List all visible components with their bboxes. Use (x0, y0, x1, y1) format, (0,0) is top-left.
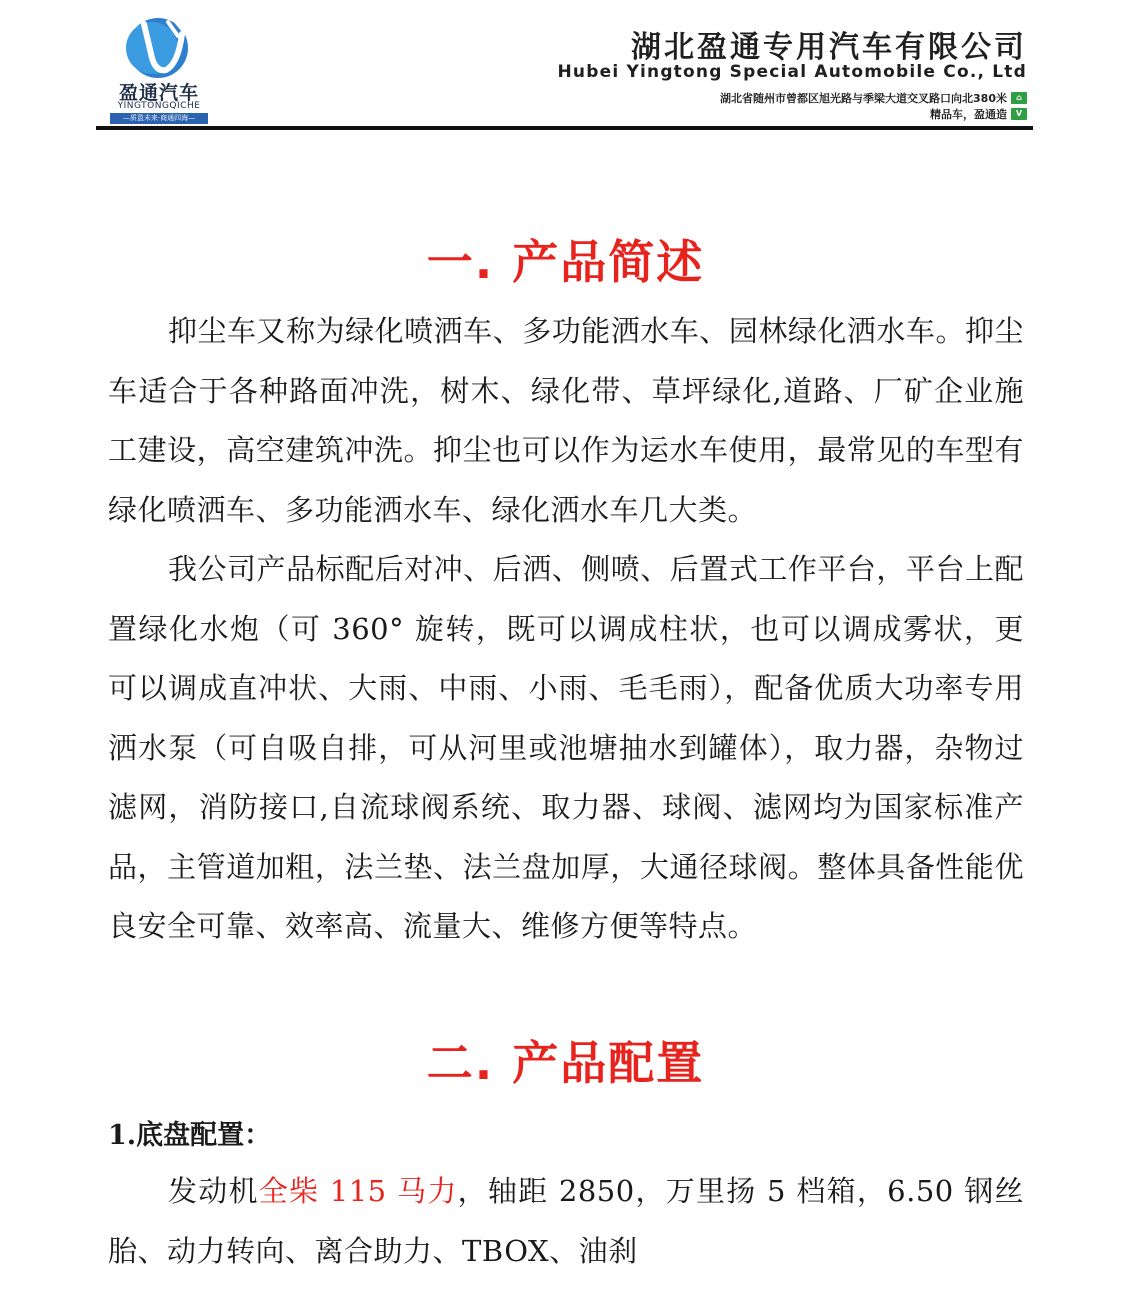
chassis-details: ，轴距 2850，万里扬 5 档箱，6.50 钢丝胎、动力转向、离合助力、TBOX、油刹 (108, 1174, 1024, 1268)
location-icon: ⌂ (1011, 92, 1027, 104)
chassis-engine: 全柴 115 马力 (258, 1174, 458, 1208)
company-tagline-line (930, 106, 1027, 122)
logo-slogan: —质盈未来·商通四海— (110, 113, 208, 124)
header-divider (96, 126, 1033, 130)
brand-mini-icon: V (1011, 108, 1027, 120)
logo-pinyin: YINGTONGQICHE (117, 101, 201, 111)
company-logo (104, 14, 214, 122)
section-title-overview: 一. 产品简述 (426, 235, 705, 289)
logo-mark-icon (122, 14, 194, 82)
company-address: 湖北省随州市曾都区旭光路与季梁大道交叉路口向北380米 (720, 92, 1007, 105)
overview-paragraph-1: 抑尘车又称为绿化喷洒车、多功能洒水车、园林绿化洒水车。抑尘车适合于各种路面冲洗，树木、绿化带、草坪绿化,道路、厂矿企业施工建设，高空建筑冲洗。抑尘也可以作为运水车使用，最常见的车型有绿化喷洒车、多功能洒水车、绿化洒水车几大类。 (108, 314, 1024, 527)
chassis-paragraph (108, 1162, 1024, 1281)
company-address-line (720, 90, 1027, 106)
company-name-english: Hubei Yingtong Special Automobile Co., Ltd (557, 62, 1027, 82)
company-name-chinese: 湖北盈通专用汽车有限公司 (631, 30, 1027, 65)
logo-name: 盈通汽车 (118, 82, 199, 104)
chassis-prefix: 发动机 (168, 1174, 259, 1208)
company-tagline: 精品车，盈通造 (930, 108, 1007, 121)
overview-paragraph-2: 我公司产品标配后对冲、后洒、侧喷、后置式工作平台，平台上配置绿化水炮（可 360° 旋转，既可以调成柱状，也可以调成雾状，更可以调成直冲状、大雨、中雨、小雨、毛毛雨），配备优质大功率专用洒水泵（可自吸自排，可从河里或池塘抽水到罐体），取力器，杂物过滤网，消防接口,自流球阀系统、取力器、球阀、滤网均为国家标准产品，主管道加粗，法兰垫、法兰盘加厚，大通径球阀。整体具备性能优良安全可靠、效率高、流量大、维修方便等特点。 (108, 552, 1024, 943)
chassis-subheading: 1.底盘配置： (108, 1120, 272, 1151)
page-header (96, 10, 1033, 132)
section-title-configuration: 二. 产品配置 (426, 1036, 705, 1090)
